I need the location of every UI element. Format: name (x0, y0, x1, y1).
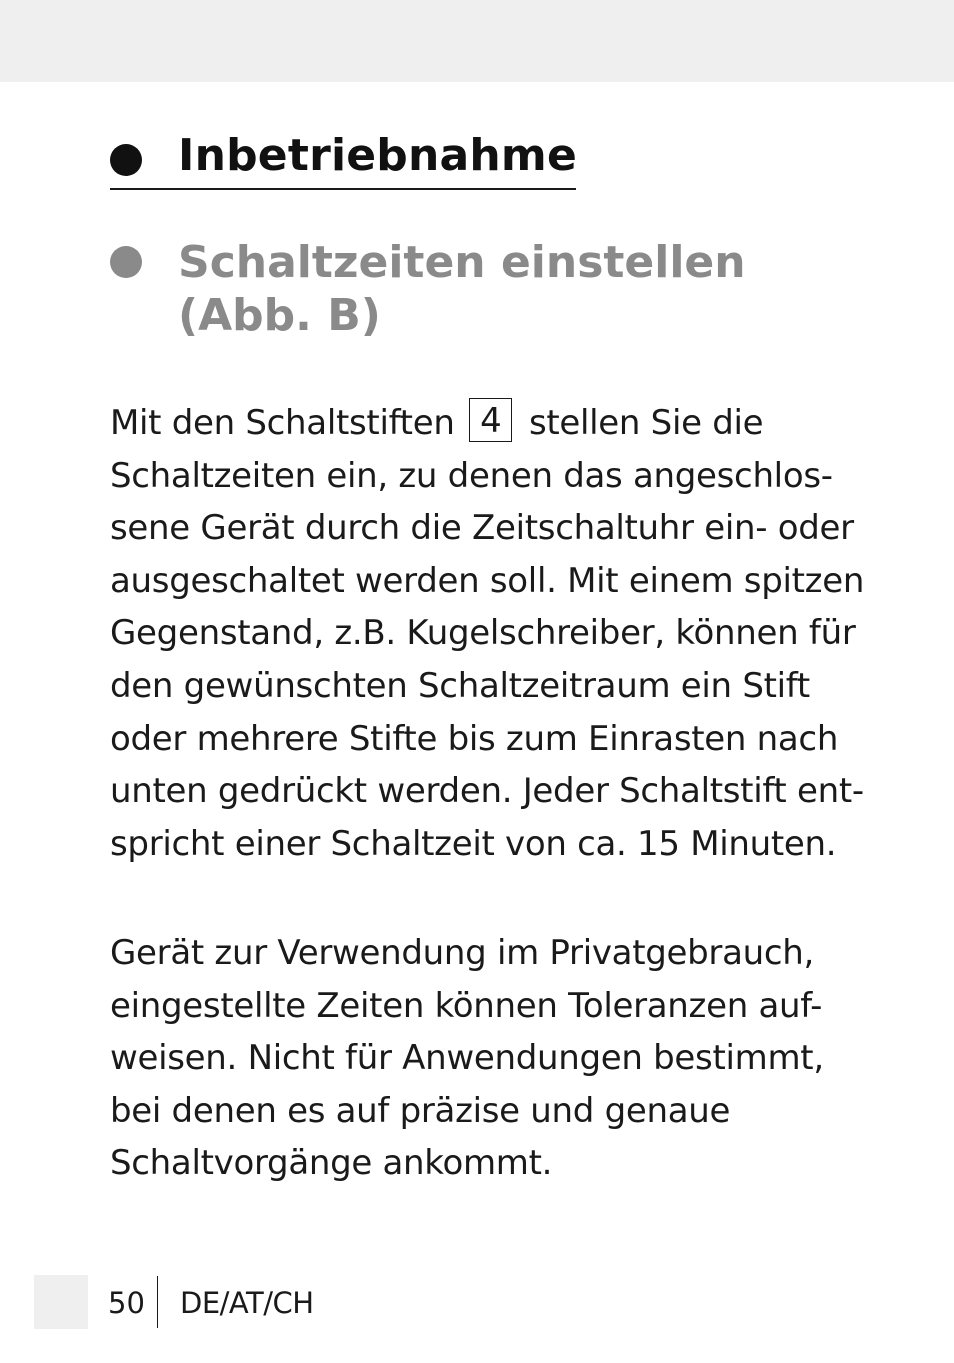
paragraph-notice (110, 927, 870, 1190)
paragraph-line: Gerät zur Verwendung im Privatgebrauch, (110, 933, 815, 973)
subsection-title (178, 236, 746, 341)
subsection-heading (110, 236, 870, 346)
section-heading (110, 128, 576, 190)
paragraph-line-end: stellen Sie die (528, 403, 764, 443)
reference-number-box: 4 (469, 398, 512, 442)
paragraph-line: oder mehrere Stifte bis zum Einrasten nach (110, 718, 839, 759)
subsection-title-line: Schaltzeiten einstellen (178, 237, 746, 288)
paragraph-line: spricht einer Schaltzeit von ca. 15 Minuten. (110, 823, 837, 864)
footer-divider (157, 1276, 158, 1328)
paragraph-line: unten gedrückt werden. Jeder Schaltstift ent- (110, 771, 864, 812)
paragraph-line: weisen. Nicht für Anwendungen bestimmt, (110, 1038, 824, 1079)
paragraph-line: ausgeschaltet werden soll. Mit einem spitzen (110, 560, 865, 601)
paragraph-line: Schaltvorgänge ankommt. (110, 1143, 553, 1184)
top-band (0, 0, 954, 82)
paragraph-line: sene Gerät durch die Zeitschaltuhr ein- oder (110, 508, 854, 549)
paragraph-line: eingestellte Zeiten können Toleranzen auf- (110, 985, 823, 1026)
paragraph-line-start: Mit den Schaltstiften (110, 403, 455, 443)
paragraph-line: bei denen es auf präzise und genaue (110, 1090, 731, 1131)
paragraph-line: Gegenstand, z.B. Kugelschreiber, können für (110, 613, 856, 654)
paragraph-line (110, 397, 870, 450)
heading-bullet-icon (110, 144, 142, 176)
footer-marker (34, 1275, 88, 1329)
subsection-title-line: (Abb. B) (178, 289, 381, 341)
page-number: 50 (108, 1286, 145, 1320)
paragraph-line: den gewünschten Schaltzeitraum ein Stift (110, 665, 810, 706)
paragraph-line: Schaltzeiten ein, zu denen das angeschlos- (110, 455, 833, 496)
paragraph-instructions (110, 397, 870, 870)
section-title: Inbetriebnahme (178, 130, 578, 181)
country-code: DE/AT/CH (180, 1286, 314, 1320)
subheading-bullet-icon (110, 246, 142, 278)
